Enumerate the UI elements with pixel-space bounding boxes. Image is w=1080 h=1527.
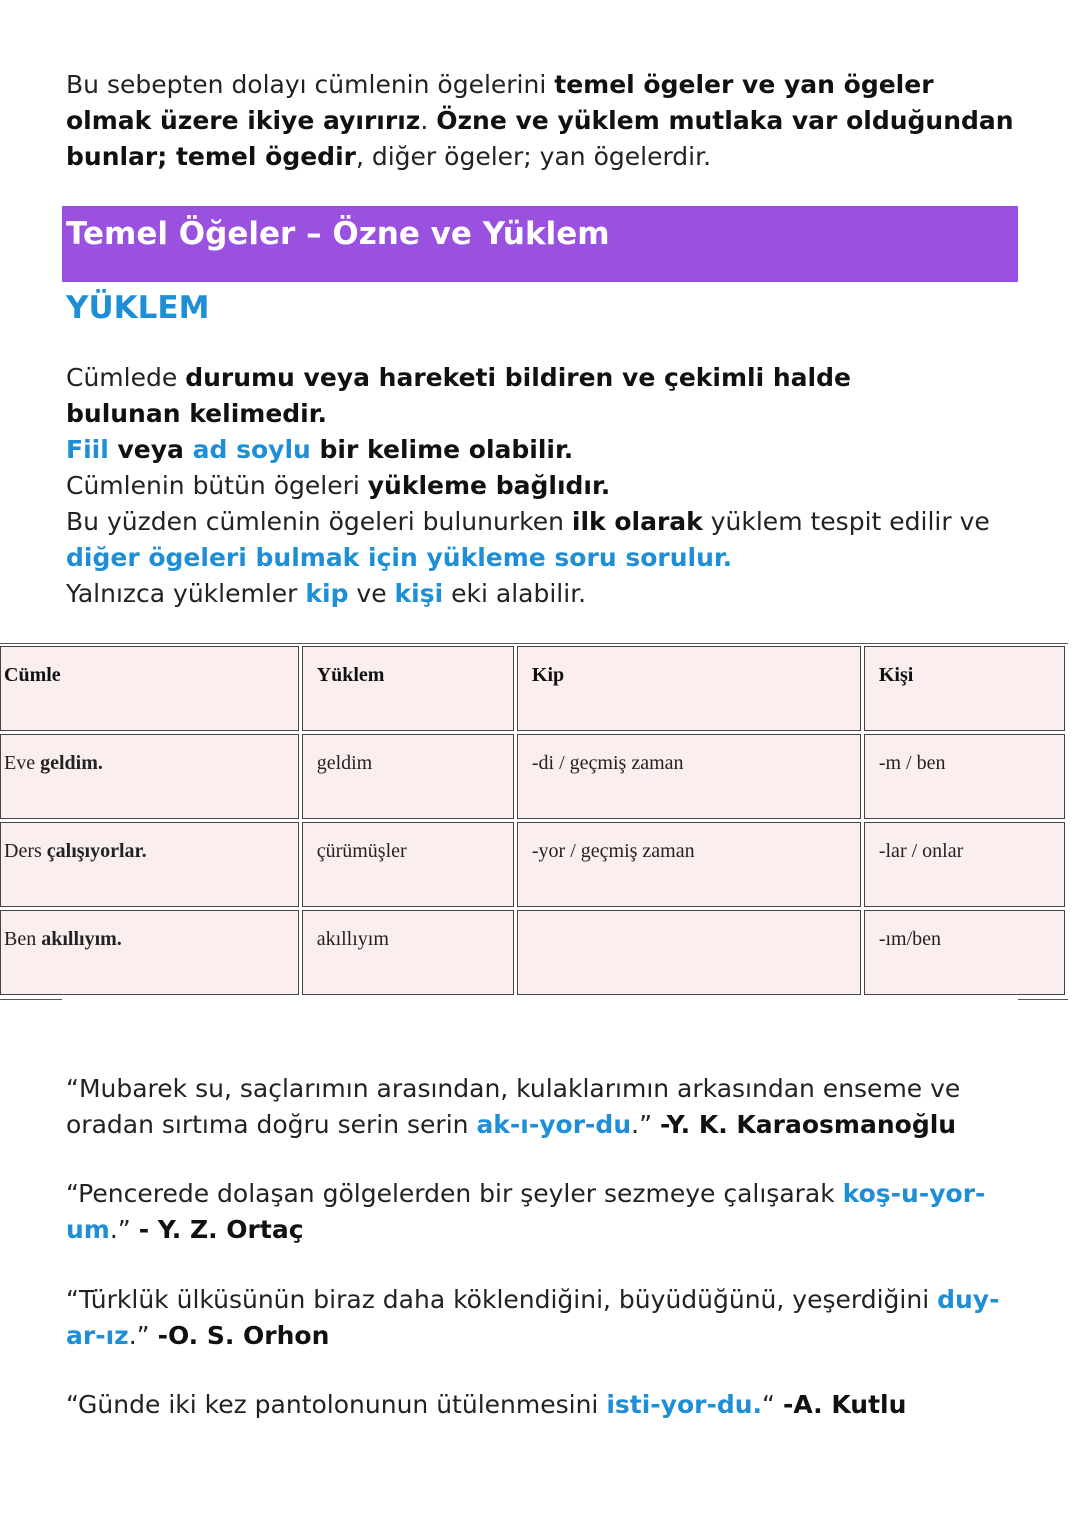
definition-text: Cümlenin bütün ögeleri <box>66 471 368 500</box>
table-top-rule <box>0 643 1068 644</box>
cell-sentence <box>0 910 299 995</box>
quote-after: .” <box>109 1215 139 1244</box>
quote-after: .” <box>128 1321 158 1350</box>
definition-bold: yükleme bağlıdır. <box>367 471 611 500</box>
sentence-plain: Ders <box>4 840 47 862</box>
intro-paragraph <box>66 67 1026 175</box>
quote-author: -Y. K. Karaosmanoğlu <box>659 1110 957 1139</box>
definition-line-2 <box>66 396 1026 432</box>
section-banner <box>62 206 1018 282</box>
quote-highlight: ak-ı-yor-du <box>476 1110 632 1139</box>
table-row <box>0 910 1065 995</box>
definition-text: yüklem tespit edilir ve <box>702 507 990 536</box>
header-yuklem: Yüklem <box>302 646 514 731</box>
quote-text: “Türklük ülküsünün biraz daha köklendiğini, büyüdüğünü, yeşerdiğini <box>66 1285 938 1314</box>
keyword-kisi: kişi <box>394 579 444 608</box>
keyword-ad-soylu: ad soylu <box>192 435 311 464</box>
intro-text-1: Bu sebepten dolayı cümlenin ögelerini <box>66 70 555 99</box>
quote-text: “Pencerede dolaşan gölgelerden bir şeyler sezmeye çalışarak <box>66 1179 843 1208</box>
quote-3 <box>66 1282 1026 1354</box>
cell-person: -m / ben <box>864 734 1065 819</box>
table-header-row <box>0 646 1065 731</box>
definition-line-1 <box>66 360 1026 396</box>
definition-bold: bir kelime olabilir. <box>310 435 574 464</box>
banner-title: Temel Öğeler – Özne ve Yüklem <box>66 216 610 252</box>
quote-1 <box>66 1071 1026 1143</box>
definition-text: Cümlede <box>66 363 186 392</box>
quote-highlight: isti-yor-du. <box>606 1390 763 1419</box>
sentence-bold: akıllıyım. <box>41 928 122 950</box>
quote-author: -O. S. Orhon <box>157 1321 330 1350</box>
definition-line-4 <box>66 468 1026 504</box>
quote-text: “Mubarek su, saçlarımın arasından, kulaklarımın arkasından enseme ve oradan sırtıma doğru serin serin <box>66 1074 961 1139</box>
cell-person: -ım/ben <box>864 910 1065 995</box>
sentence-plain: Eve <box>4 752 41 774</box>
definition-bold: bulunan kelimedir. <box>66 399 328 428</box>
table-bottom-rule-right <box>1018 999 1068 1000</box>
table-row <box>0 822 1065 907</box>
sentence-plain: Ben <box>4 928 42 950</box>
intro-text-3: , diğer ögeler; yan ögelerdir. <box>355 142 712 171</box>
definition-text: ve <box>348 579 395 608</box>
cell-person: -lar / onlar <box>864 822 1065 907</box>
quote-author: - Y. Z. Ortaç <box>138 1215 304 1244</box>
intro-text-2: . <box>420 106 437 135</box>
header-cumle: Cümle <box>0 646 299 731</box>
definition-paragraph <box>66 360 1026 612</box>
quote-highlight: duy-ar-ız <box>66 1285 1000 1350</box>
definition-text: Bu yüzden cümlenin ögeleri bulunurken <box>66 507 572 536</box>
definition-bold: ilk olarak <box>571 507 703 536</box>
definition-line-6 <box>66 576 1026 612</box>
quote-2 <box>66 1176 1026 1248</box>
quote-author: -A. Kutlu <box>782 1390 907 1419</box>
sentence-bold: çalışıyorlar. <box>46 840 147 862</box>
quote-text: “Günde iki kez pantolonunun ütülenmesini <box>66 1390 607 1419</box>
definition-highlight: diğer ögeleri bulmak için yükleme soru sorulur. <box>66 543 733 572</box>
table-row <box>0 734 1065 819</box>
keyword-fiil: Fiil <box>66 435 109 464</box>
cell-mood <box>517 910 861 995</box>
quote-after: .” <box>631 1110 660 1139</box>
section-title: YÜKLEM <box>66 290 210 326</box>
cell-predicate: çürümüşler <box>302 822 514 907</box>
quote-4 <box>66 1387 1026 1423</box>
header-kip: Kip <box>517 646 861 731</box>
sentence-bold: geldim. <box>40 752 103 774</box>
keyword-kip: kip <box>305 579 349 608</box>
quote-highlight: koş-u-yor-um <box>66 1179 986 1244</box>
definition-text: Yalnızca yüklemler <box>66 579 306 608</box>
definition-line-3 <box>66 432 1026 468</box>
cell-mood: -di / geçmiş zaman <box>517 734 861 819</box>
cell-predicate: geldim <box>302 734 514 819</box>
definition-line-5 <box>66 504 1026 576</box>
cell-predicate: akıllıyım <box>302 910 514 995</box>
header-kisi: Kişi <box>864 646 1065 731</box>
predicate-table <box>0 643 1068 998</box>
cell-mood: -yor / geçmiş zaman <box>517 822 861 907</box>
cell-sentence <box>0 734 299 819</box>
definition-text: eki alabilir. <box>443 579 587 608</box>
intro-bold-1: temel ögeler ve yan ögeler olmak üzere ikiye ayırırız <box>66 70 934 135</box>
cell-sentence <box>0 822 299 907</box>
predicate-grid <box>0 643 1068 998</box>
intro-bold-2: Özne ve yüklem mutlaka var olduğundan bunlar; temel ögedir <box>66 106 1014 171</box>
quote-after: “ <box>762 1390 783 1419</box>
definition-bold: durumu veya hareketi bildiren ve çekimli halde <box>185 363 851 392</box>
definition-bold: veya <box>108 435 193 464</box>
table-bottom-rule-left <box>0 999 62 1000</box>
